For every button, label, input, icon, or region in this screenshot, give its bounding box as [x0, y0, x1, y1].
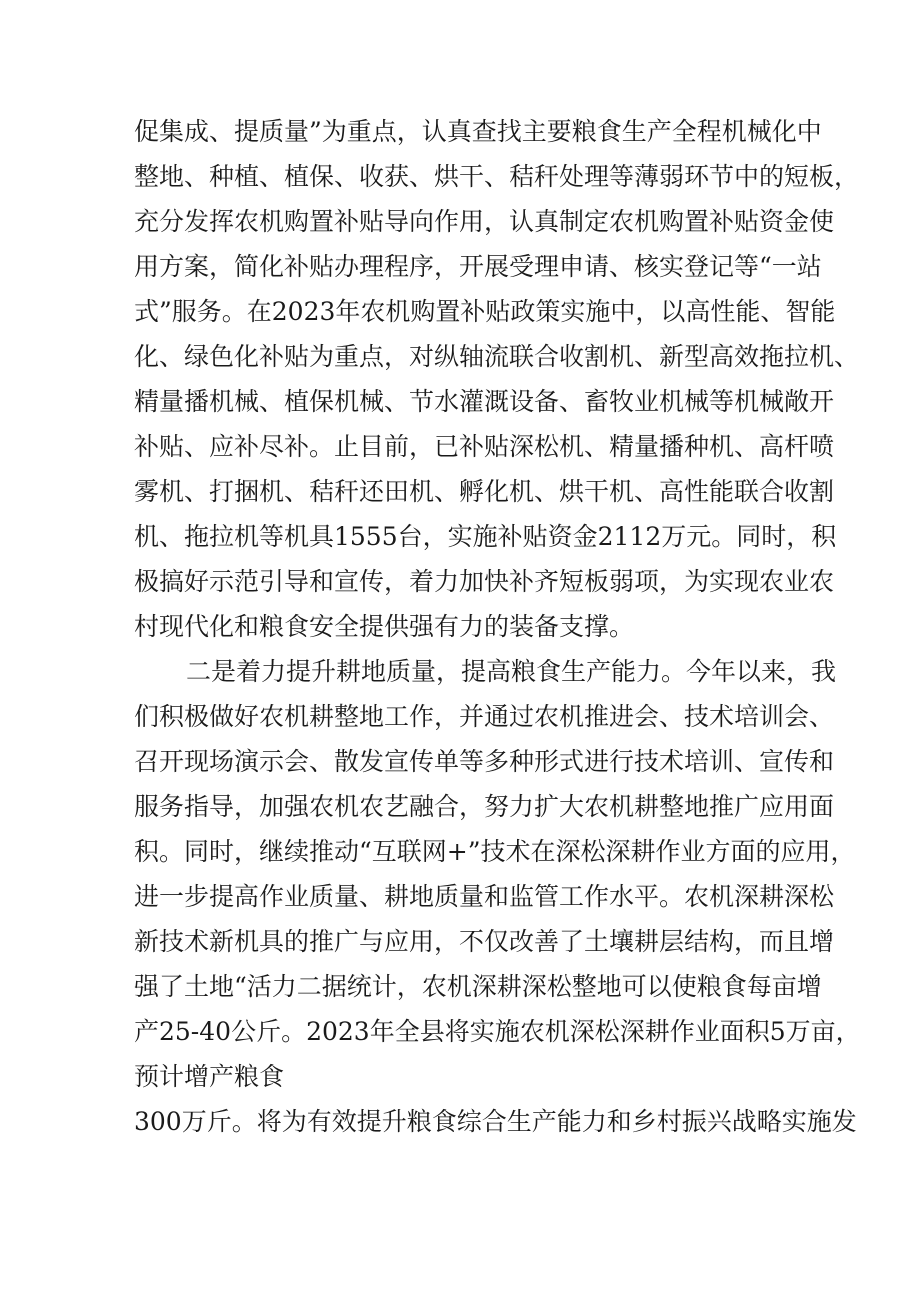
text-line: 产25-40公斤。2023年全县将实施农机深松深耕作业面积5万亩，: [134, 1017, 861, 1046]
text-line: 们积极做好农机耕整地工作，并通过农机推进会、技术培训会、: [134, 702, 835, 731]
text-line: 300万斤。将为有效提升粮食综合生产能力和乡村振兴战略实施发: [134, 1107, 857, 1136]
text-line: 召开现场演示会、散发宣传单等多种形式进行技术培训、宣传和: [134, 747, 835, 776]
text-line: 新技术新机具的推广与应用，不仅改善了土壤耕层结构，而且增: [134, 927, 835, 956]
text-line: 强了土地“活力二据统计，农机深耕深松整地可以使粮食每亩增: [134, 972, 822, 1001]
text-line: 充分发挥农机购置补贴导向作用，认真制定农机购置补贴资金使: [134, 207, 835, 236]
text-line: 极搞好示范引导和宣传，着力加快补齐短板弱项，为实现农业农: [134, 567, 835, 596]
text-line: 预计增产粮食: [134, 1062, 285, 1091]
text-line: 雾机、打捆机、秸秆还田机、孵化机、烘干机、高性能联合收割: [134, 477, 835, 506]
text-line: 积。同时，继续推动“互联网+”技术在深松深耕作业方面的应用，: [134, 837, 856, 866]
text-line: 化、绿色化补贴为重点，对纵轴流联合收割机、新型高效拖拉机、: [134, 342, 860, 371]
text-line: 精量播机械、植保机械、节水灌溉设备、畜牧业机械等机械敞开: [134, 387, 835, 416]
text-line: 用方案，简化补贴办理程序，开展受理申请、核实登记等“一站: [134, 252, 822, 281]
text-line: 进一步提高作业质量、耕地质量和监管工作水平。农机深耕深松: [134, 882, 835, 911]
text-line: 机、拖拉机等机具1555台，实施补贴资金2112万元。同时，积: [134, 522, 837, 551]
text-line: 促集成、提质量”为重点，认真查找主要粮食生产全程机械化中: [134, 117, 822, 146]
text-line: 村现代化和粮食安全提供强有力的装备支撑。: [134, 612, 635, 641]
text-line: 补贴、应补尽补。止目前，已补贴深松机、精量播种机、高杆喷: [134, 432, 835, 461]
text-line: 式”服务。在2023年农机购置补贴政策实施中，以高性能、智能: [134, 297, 836, 326]
text-line: 整地、种植、植保、收获、烘干、秸秆处理等薄弱环节中的短板，: [134, 162, 860, 191]
paragraph-first-line: 二是着力提升耕地质量，提高粮食生产能力。今年以来，我: [186, 657, 837, 686]
text-line: 服务指导，加强农机农艺融合，努力扩大农机耕整地推广应用面: [134, 792, 835, 821]
